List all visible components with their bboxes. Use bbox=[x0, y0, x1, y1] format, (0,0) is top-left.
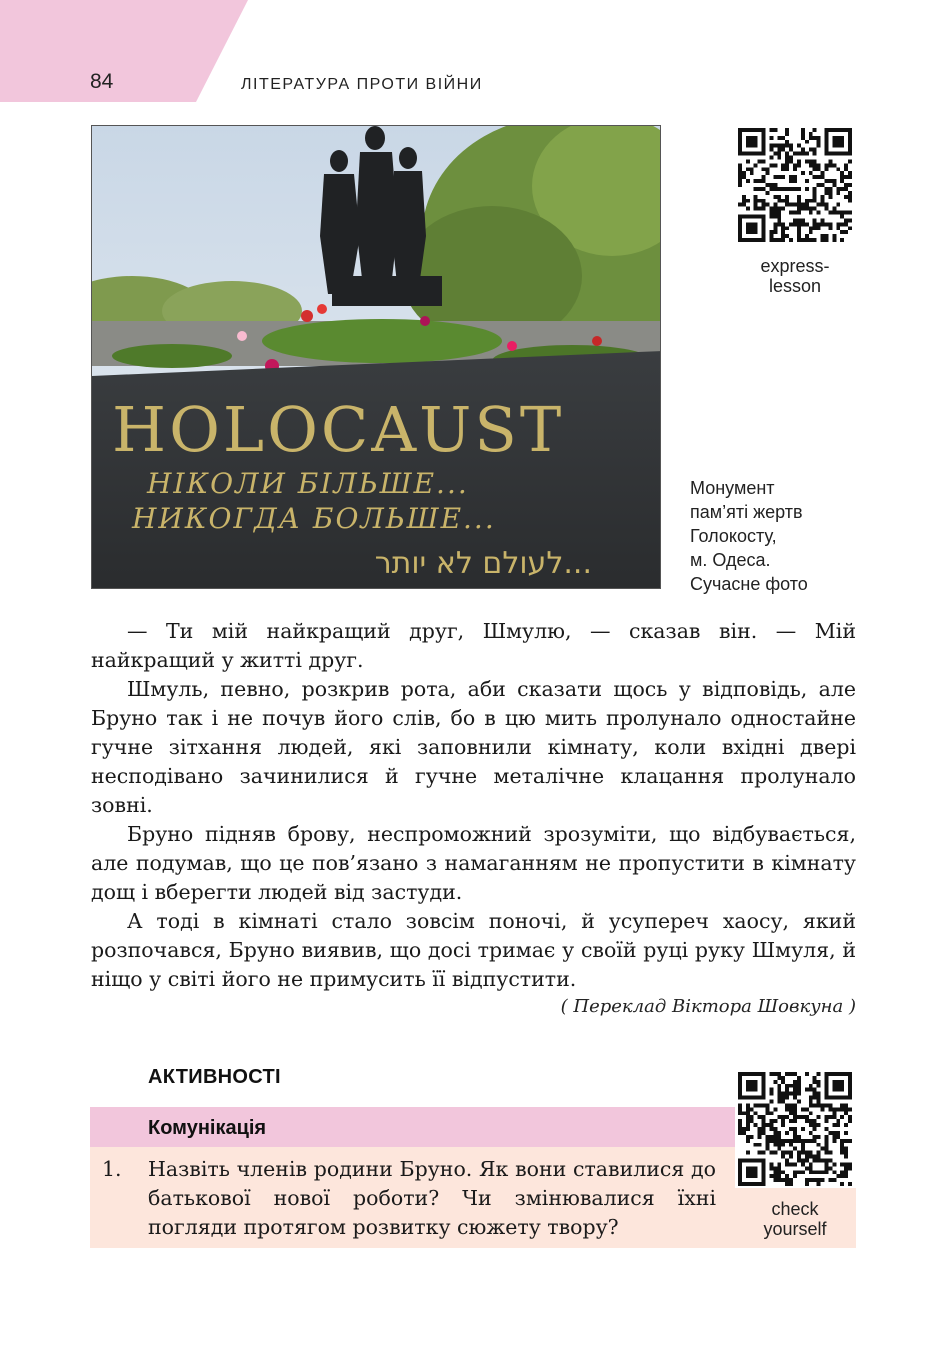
photo-caption bbox=[690, 476, 860, 596]
inscription-ukrainian: НІКОЛИ БІЛЬШЕ... bbox=[147, 467, 469, 500]
inscription-hebrew: לעולם לא יותר... bbox=[374, 546, 592, 581]
check-yourself-qr-code[interactable] bbox=[738, 1072, 852, 1186]
qr-label-line: yourself bbox=[763, 1219, 827, 1239]
translation-credit: ( Переклад Віктора Шовкуна ) bbox=[560, 996, 856, 1017]
activities-heading: АКТИВНОСТІ bbox=[148, 1066, 281, 1088]
inscription-holocaust: HOLOCAUST bbox=[112, 393, 565, 466]
qr-label-line: lesson bbox=[768, 276, 822, 296]
story-paragraph: А тоді в кімнаті стало зовсім поночі, й усупереч хаосу, який розпочався, Бруно виявив, що досі тримає у своїй руці руку Шмуля, й ніщо у світі його не примусить її відпустити. bbox=[91, 909, 856, 991]
caption-line: м. Одеса. bbox=[690, 550, 771, 570]
page-number: 84 bbox=[90, 70, 114, 93]
communication-section-title: Комунікація bbox=[148, 1117, 267, 1139]
task-text: Назвіть членів родини Бруно. Як вони ставилися до батькової нової роботи? Чи змінювалися їхні погляди протягом розвитку сюжету твору? bbox=[148, 1157, 716, 1239]
caption-line: Сучасне фото bbox=[690, 574, 808, 594]
caption-line: пам’яті жертв bbox=[690, 502, 803, 522]
story-text bbox=[91, 617, 856, 994]
qr-label-line: express- bbox=[760, 256, 830, 276]
caption-line: Монумент bbox=[690, 478, 775, 498]
story-paragraph: — Ти мій найкращий друг, Шмулю, — сказав він. — Мій найкращий у житті друг. bbox=[91, 619, 856, 672]
qr-label-line: check bbox=[771, 1199, 819, 1219]
header-corner-tab bbox=[0, 0, 250, 102]
check-yourself-label bbox=[735, 1199, 855, 1239]
express-lesson-label bbox=[735, 256, 855, 296]
task-number: 1. bbox=[102, 1157, 122, 1181]
running-title: ЛІТЕРАТУРА ПРОТИ ВІЙНИ bbox=[241, 76, 483, 93]
story-paragraph: Бруно підняв брову, неспроможний зрозуміти, що відбувається, але подумав, що це пов’язано з намаганням не пропустити в кімнату дощ і вберегти людей від застуди. bbox=[91, 822, 856, 904]
inscription-russian: НИКОГДА БОЛЬШЕ... bbox=[132, 502, 496, 535]
story-paragraph: Шмуль, певно, розкрив рота, аби сказати щось у відповідь, але Бруно так і не почув його слів, бо в цю мить пролунало одностайне гучне зітхання людей, які заповнили кімнату, коли вхідні двері несподівано зачинилися й гучне металічне клацання пролунало зовні. bbox=[91, 677, 856, 817]
express-lesson-qr-code[interactable] bbox=[738, 128, 852, 242]
caption-line: Голокосту, bbox=[690, 526, 777, 546]
monument-photo bbox=[91, 125, 661, 589]
